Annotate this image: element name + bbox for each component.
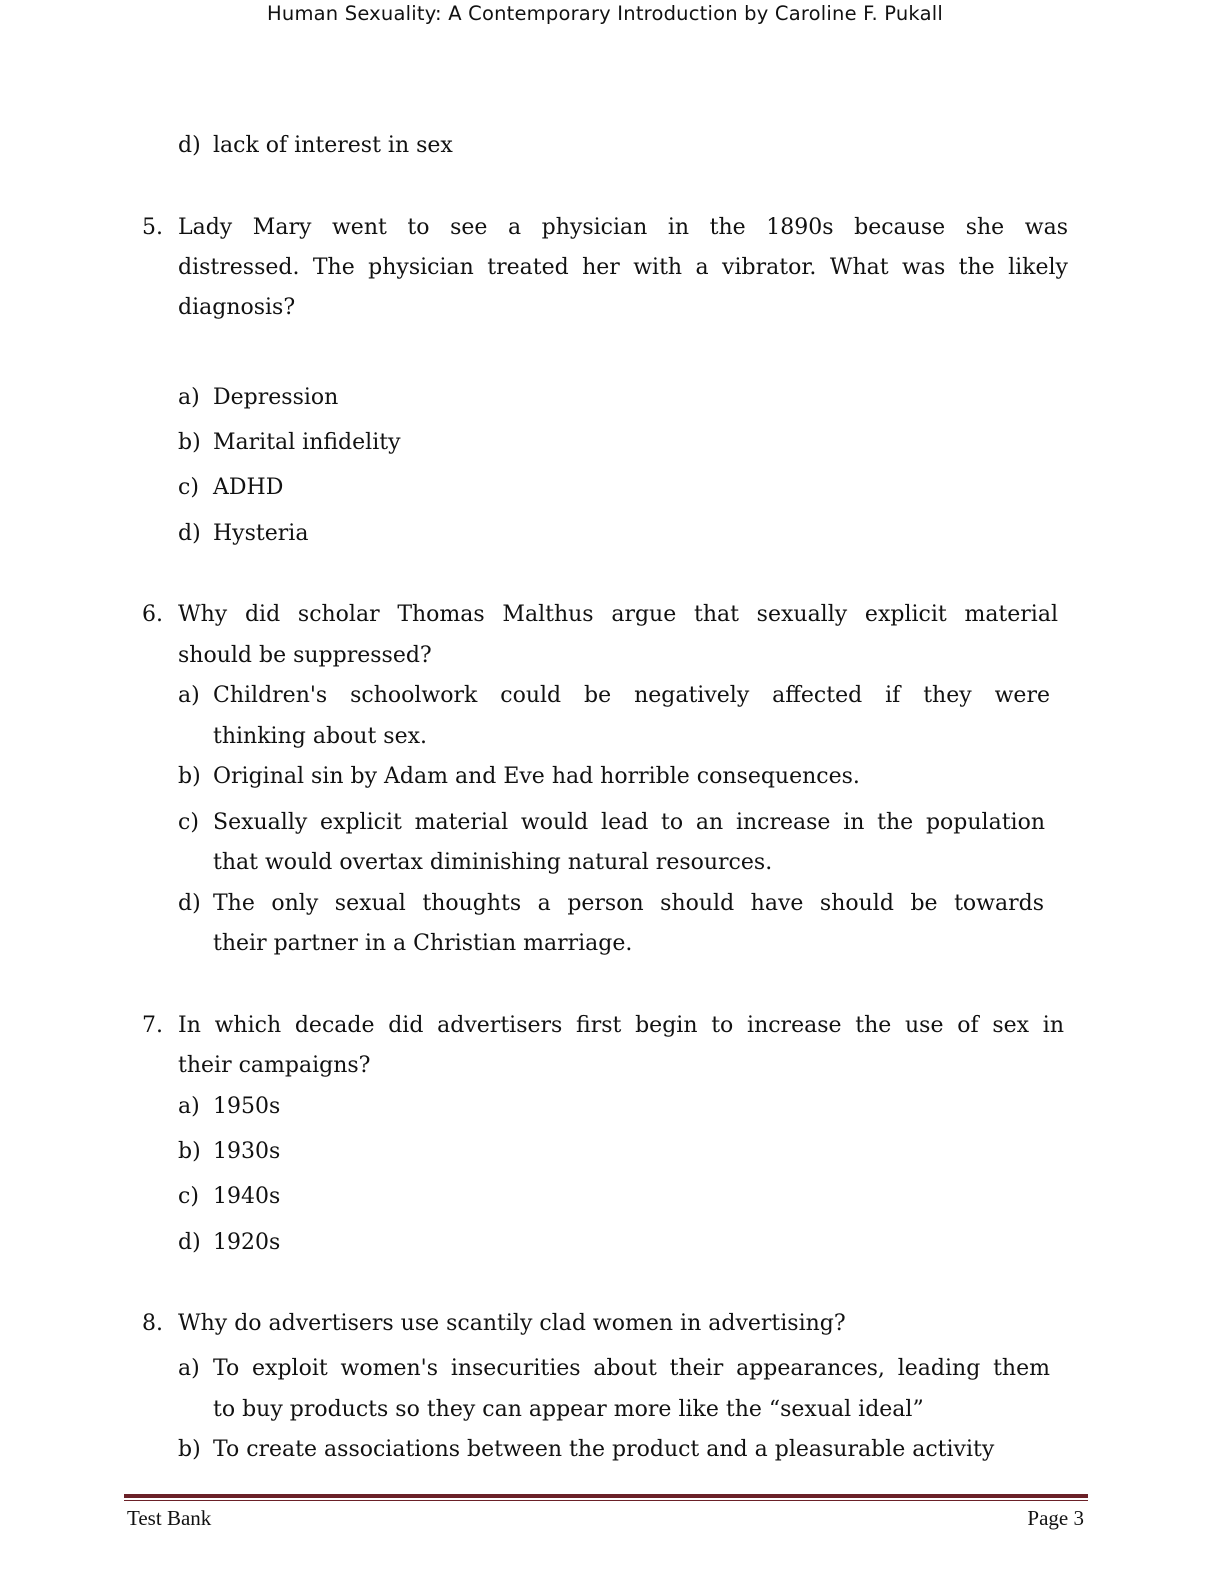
question-number: 5. bbox=[142, 215, 163, 240]
question-number: 7. bbox=[142, 1013, 163, 1038]
page-header: Human Sexuality: A Contemporary Introduction by Caroline F. Pukall bbox=[267, 2, 943, 25]
option-letter: b) bbox=[178, 764, 201, 789]
question-stem: their campaigns? bbox=[178, 1053, 371, 1078]
option-text: thinking about sex. bbox=[213, 724, 427, 749]
option-text: The only sexual thoughts a person should have should be towards bbox=[213, 891, 1044, 916]
question-stem: should be suppressed? bbox=[178, 643, 432, 668]
option-text: Children's schoolwork could be negatively affected if they were bbox=[213, 683, 1050, 708]
question-stem: Why do advertisers use scantily clad women in advertising? bbox=[178, 1311, 846, 1336]
question-stem: In which decade did advertisers first begin to increase the use of sex in bbox=[178, 1013, 1064, 1038]
option-letter: a) bbox=[178, 385, 200, 410]
question-stem: Why did scholar Thomas Malthus argue that sexually explicit material bbox=[178, 602, 1058, 627]
option-letter: c) bbox=[178, 810, 199, 835]
option-letter: b) bbox=[178, 1139, 201, 1164]
option-letter: a) bbox=[178, 683, 200, 708]
option-text: Depression bbox=[213, 385, 339, 410]
option-text: 1940s bbox=[213, 1184, 281, 1209]
option-text: 1930s bbox=[213, 1139, 281, 1164]
option-letter: d) bbox=[178, 521, 201, 546]
option-text: Original sin by Adam and Eve had horrible consequences. bbox=[213, 764, 860, 789]
question-number: 6. bbox=[142, 602, 163, 627]
option-letter: a) bbox=[178, 1356, 200, 1381]
question-number: 8. bbox=[142, 1311, 163, 1336]
option-text: To create associations between the product and a pleasurable activity bbox=[213, 1437, 995, 1462]
option-text: 1950s bbox=[213, 1094, 281, 1119]
question-stem: distressed. The physician treated her with a vibrator. What was the likely bbox=[178, 255, 1068, 280]
option-letter: d) bbox=[178, 891, 201, 916]
option-text: lack of interest in sex bbox=[213, 133, 453, 158]
footer-rule bbox=[124, 1494, 1088, 1498]
option-letter: d) bbox=[178, 133, 201, 158]
footer-label: Test Bank bbox=[127, 1506, 212, 1530]
option-text: their partner in a Christian marriage. bbox=[213, 931, 633, 956]
option-text: To exploit women's insecurities about their appearances, leading them bbox=[213, 1356, 1050, 1381]
option-text: 1920s bbox=[213, 1230, 281, 1255]
option-text: that would overtax diminishing natural resources. bbox=[213, 850, 773, 875]
option-text: Sexually explicit material would lead to an increase in the population bbox=[213, 810, 1045, 835]
question-stem: diagnosis? bbox=[178, 295, 296, 320]
option-letter: b) bbox=[178, 1437, 201, 1462]
option-letter: c) bbox=[178, 1184, 199, 1209]
footer-rule-thin bbox=[124, 1500, 1088, 1501]
page-number: Page 3 bbox=[1027, 1506, 1084, 1530]
option-letter: b) bbox=[178, 430, 201, 455]
option-text: to buy products so they can appear more like the “sexual ideal” bbox=[213, 1397, 924, 1422]
option-text: ADHD bbox=[213, 475, 284, 500]
option-text: Hysteria bbox=[213, 521, 309, 546]
option-letter: a) bbox=[178, 1094, 200, 1119]
option-letter: c) bbox=[178, 475, 199, 500]
question-stem: Lady Mary went to see a physician in the 1890s because she was bbox=[178, 215, 1068, 240]
option-text: Marital infidelity bbox=[213, 430, 401, 455]
option-letter: d) bbox=[178, 1230, 201, 1255]
